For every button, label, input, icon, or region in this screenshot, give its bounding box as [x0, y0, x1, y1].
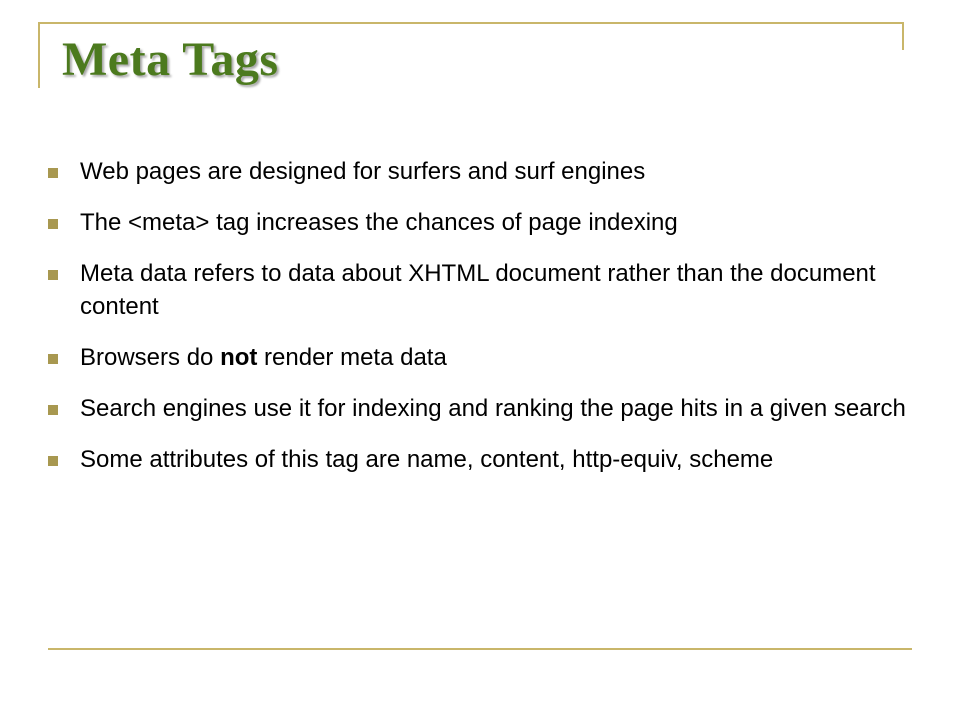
square-bullet-icon — [48, 354, 58, 364]
frame-top-rule — [38, 22, 904, 24]
frame-left-rule — [38, 22, 40, 88]
square-bullet-icon — [48, 405, 58, 415]
slide-title: Meta Tags — [62, 33, 279, 86]
bullet-text: The <meta> tag increases the chances of page indexing — [80, 209, 678, 236]
bullet-item — [48, 443, 908, 476]
bullet-item — [48, 341, 908, 374]
frame-bottom-rule — [48, 648, 912, 650]
frame-right-rule — [902, 22, 904, 50]
bullet-text: Web pages are designed for surfers and surf engines — [80, 158, 646, 185]
bullet-item — [48, 257, 908, 323]
square-bullet-icon — [48, 270, 58, 280]
square-bullet-icon — [48, 168, 58, 178]
square-bullet-icon — [48, 219, 58, 229]
bullet-item — [48, 155, 908, 188]
bullet-item — [48, 392, 908, 425]
bullet-list — [48, 155, 908, 494]
bullet-text: Search engines use it for indexing and ranking the page hits in a given search — [80, 395, 906, 422]
bullet-text: Some attributes of this tag are name, content, http-equiv, scheme — [80, 446, 774, 473]
bullet-item — [48, 206, 908, 239]
bullet-text: Meta data refers to data about XHTML document rather than the document content — [80, 260, 876, 320]
bullet-text: Browsers do not render meta data — [80, 344, 447, 371]
square-bullet-icon — [48, 456, 58, 466]
